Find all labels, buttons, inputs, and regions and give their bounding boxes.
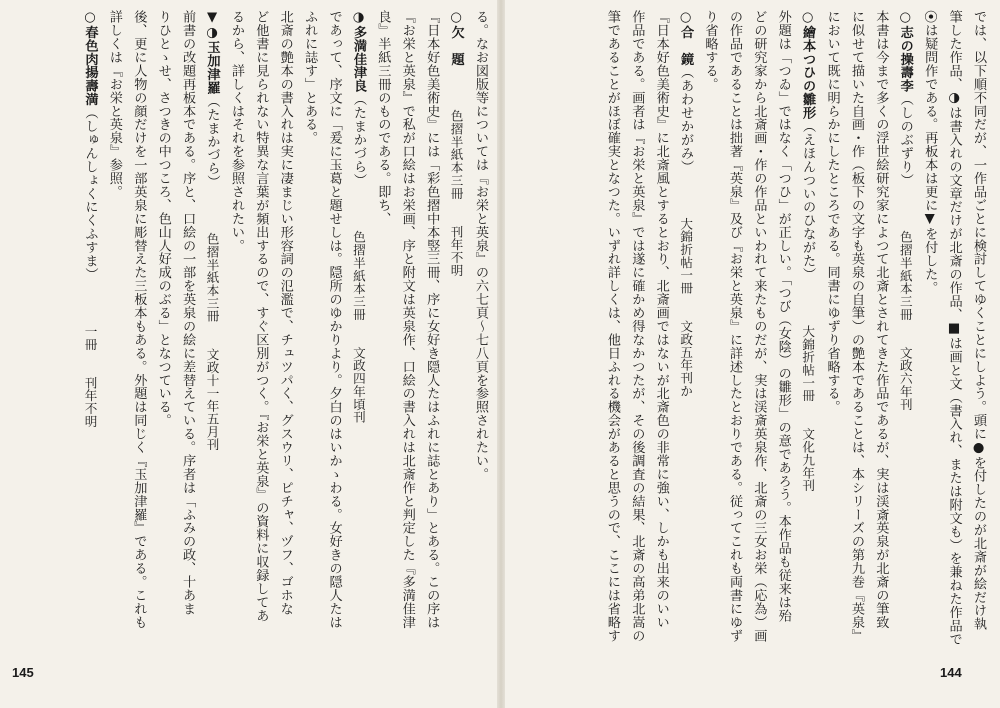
entry-reading: （しのぶずり）: [897, 92, 913, 187]
page-number: 145: [12, 665, 34, 680]
entry-body-line: 『日本好色美術史』には「彩色摺中本竪三冊、序に女好き隠人たはふれに誌とあり」とある。この序は: [424, 10, 440, 629]
page-145-text: [12, 10, 492, 665]
entry-body-line: であって、序文に「爰に玉葛と題せしは。隠所のゆかりより。夕白のはいかゝわる。女好きの隠人たは: [326, 10, 342, 629]
intro-line: では、以下順不同だが、一作品ごとに検討してゆくことにしよう。頭に●を付したのが北斎が絵だけ執: [971, 10, 986, 631]
page-number: 144: [940, 665, 962, 680]
intro-line: ⦿は疑問作である。再板本は更に▼を付した。: [922, 10, 938, 295]
entry-meta: 色摺半紙本三冊 刊年不明: [448, 109, 464, 277]
entry-body-line: 筆であることがほぼ確実となつた。いずれ詳しくは、他日ふれる機会があると思うので、ここには省略す: [604, 10, 620, 643]
entry-body-line: 前書の改題再板本である。序と、口絵の一部を英泉の絵に差替えている。序者は「ふみの政、十あま: [180, 10, 196, 616]
entry-body-line: 詳しくは『お栄と英泉』参照。: [106, 10, 122, 199]
entry-heading: [77, 10, 101, 665]
entry-meta: 大錦折帖一冊 文化九年刊: [800, 324, 816, 492]
entry-body-line: の作品であることは拙著『英泉』及び『お栄と英泉』に詳述したとおりである。従ってこれも両書にゆず: [726, 10, 742, 643]
entry-title: ◑多満佳津良: [350, 10, 366, 93]
entry-body-line: 北斎の艶本の書入れは実に凄まじい形容詞の氾濫で、チュツパく、グスウリ、ピチャ、ヅフ、ゴホな: [277, 10, 293, 616]
entry-body-line: 後、更に人物の顔だけを一部英泉に彫替えた三板本もある。外題は同じく『玉加津羅』である。これも: [131, 10, 147, 629]
entry-heading: [199, 10, 223, 665]
entry-body-line: どの研究家から北斎画・作の作品といわれて来たものだが、実は渓斎英泉作、北斎の三女お栄（応為）画: [751, 10, 767, 643]
entry-body-line: 作品である。画者は『お栄と英泉』では遂に確かめ得なかつたが、その後調査の結果、北斎の高弟北嵩の: [629, 10, 645, 643]
entry-title: ○欠 題: [448, 10, 464, 66]
entry-body-line: ど他書に見られない特異な言葉が頻出するので、すぐ区別がつく。『お栄と英泉』の資料に収録してあ: [253, 10, 269, 623]
entry-reading: （あわせかがみ）: [678, 65, 694, 174]
page-144-text: [510, 10, 990, 665]
entry-reading: （たまかづら）: [350, 92, 366, 187]
entry-heading: [892, 10, 916, 665]
entry-body-line: ふれに誌す」とある。: [302, 10, 318, 145]
entry-title: ○春色肉揚壽満: [82, 10, 98, 106]
entry-heading: [673, 10, 697, 665]
entry-heading: [795, 10, 819, 665]
entry-reading: （たまかづら）: [204, 94, 220, 189]
entry-body-line: に似せて描いた自画・作（板下の文字も英泉の自筆）の艶本であることは、本シリーズの第九巻『英泉』: [848, 10, 864, 643]
page-144: [510, 10, 990, 678]
intro-line: 筆した作品、◑は書入れの文章だけが北斎の作品、■は画と文（書入れ、または附文も）を兼ねた作品で: [946, 10, 962, 646]
entry-body-line: において既に明らかにしたところである。同書にゆずり省略する。: [824, 10, 840, 414]
entry-title: ▼◑玉加津羅: [204, 10, 220, 95]
entry-reading: （しゅんしょくにくふすま）: [82, 105, 98, 281]
entry-body-line: 本書は今まで多くの浮世絵研究家によつて北斎とされてきた作品であるが、実は渓斎英泉が北斎の筆致: [873, 10, 889, 629]
entry-title: ○志の操壽李: [897, 10, 913, 93]
entry-body-line: 良』半紙三冊のものである。即ち、: [375, 10, 391, 226]
entry-body-line: 『お栄と英泉』で私が口絵はお栄画、序と附文は英泉作、口絵の書入れは北斎作と判定した『多満佳津: [399, 10, 415, 629]
entry-body-line: るから、詳しくはそれを参照されたい。: [228, 10, 244, 253]
entry-meta: 大錦折帖一冊 文政五年刊か: [678, 217, 694, 398]
entry-title: ○合 鏡: [678, 10, 694, 66]
book-gutter: [497, 0, 505, 708]
entry-meta: 色摺半紙本三冊 文政六年刊: [897, 230, 913, 411]
entry-body-line: り省略する。: [702, 10, 718, 91]
entry-heading: [443, 10, 467, 665]
continuation-line: る。なお図版等については『お栄と英泉』の六七頁～七八頁を参照されたい。: [473, 10, 488, 481]
entry-body-line: 『日本好色美術史』に北斎風とするとおり、北斎画ではないが北斎色の非常に強い、しかも出来のいい: [653, 10, 669, 629]
entry-meta: 色摺半紙本三冊 文政十一年五月刊: [204, 232, 220, 451]
entry-meta: 一冊 刊年不明: [82, 324, 98, 428]
page-145: [12, 10, 492, 678]
entry-heading: [346, 10, 370, 665]
entry-body-line: 外題は「つゐ」ではなく「つひ」が正しい。「つび（女陰）の雛形」の意であろう。本作品も従来は殆: [775, 10, 791, 623]
entry-body-line: りひとゝせ、さつきの中つころ、色山人好成のぶる」となつている。: [155, 10, 171, 427]
entry-title: ○繪本つひの雛形: [800, 10, 816, 120]
entry-meta: 色摺半紙本三冊 文政四年頃刊: [350, 230, 366, 424]
entry-reading: （えほんついのひながた）: [800, 119, 816, 281]
